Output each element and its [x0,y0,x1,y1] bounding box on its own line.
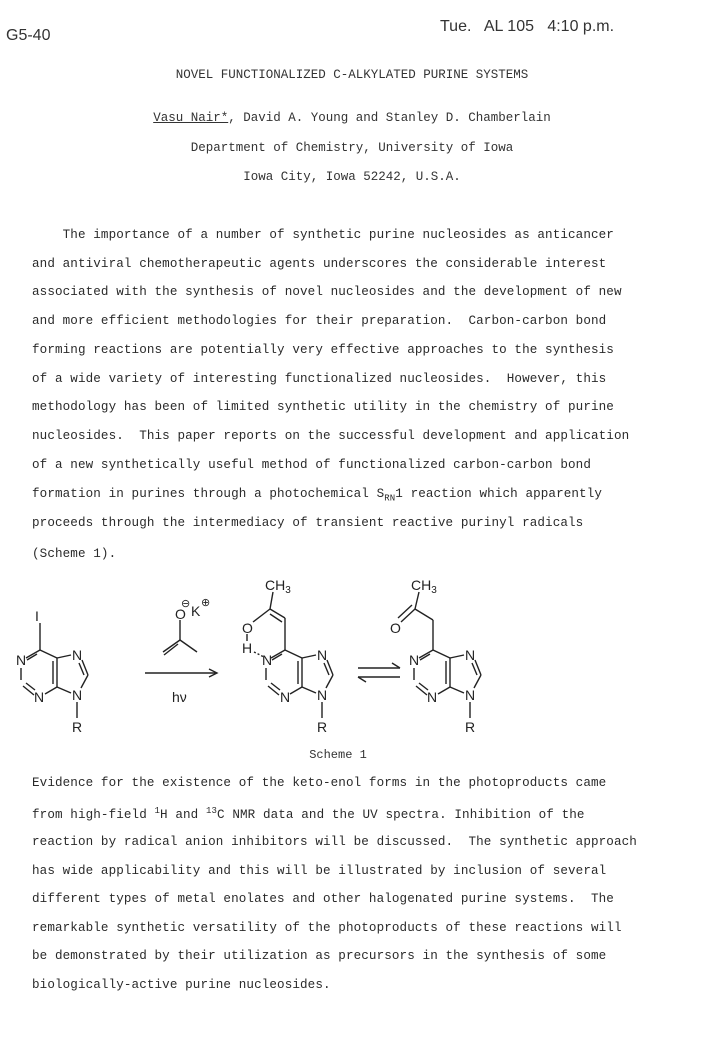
atom-h: H [242,640,253,656]
atom-o: O [175,606,186,622]
atom-k: K [191,603,201,619]
body-line: remarkable synthetic versatility of the photoproducts of these reactions will [32,920,622,935]
abstract-code: G5-40 [6,27,51,44]
atom-r: R [317,719,328,735]
atom-n: N [72,687,83,703]
body-line: (Scheme 1). [32,547,117,561]
body-line: has wide applicability and this will be illustrated by inclusion of several [32,863,607,878]
body-line: forming reactions are potentially very effective approaches to the synthesis [32,342,614,357]
charge-minus: ⊖ [181,598,191,610]
affiliation-city: Iowa City, Iowa 52242, U.S.A. [243,170,461,184]
session-info: Tue. AL 105 4:10 p.m. [440,18,615,35]
text: formation in purines through a photochemical S [32,487,385,501]
superscript: 13 [206,806,218,816]
atom-n: N [465,687,476,703]
body-line: be demonstrated by their utilization as precursors in the synthesis of some [32,949,607,964]
body-line: associated with the synthesis of novel nucleosides and the development of new [32,285,622,300]
atom-n: N [34,689,45,705]
iodo-label: I [35,608,39,624]
subscript: RN [384,493,396,504]
atom-n: N [409,652,420,668]
atom-n: N [72,647,83,663]
superscript: 1 [154,806,161,816]
atom-r: R [465,719,476,735]
body-line: proceeds through the intermediacy of transient reactive purinyl radicals [32,516,584,530]
body-line: of a new synthetically useful method of functionalized carbon-carbon bond [32,457,591,472]
body-line: reaction by radical anion inhibitors will be discussed. The synthetic approach [32,835,637,849]
atom-n: N [16,652,27,668]
text: C NMR data and the UV spectra. Inhibition of the [217,808,585,823]
atom-n: N [465,647,476,663]
atom-o: O [242,620,253,636]
paper-title: NOVEL FUNCTIONALIZED C-ALKYLATED PURINE SYSTEMS [175,68,529,82]
body-line: The importance of a number of synthetic purine nucleosides as anticancer [32,228,614,242]
atom-n: N [280,689,291,705]
atom-n: N [317,647,328,663]
methyl-label: $CH_3$ [411,577,437,596]
light-label: hν [172,689,187,705]
atom-n: N [317,687,328,703]
body-line: nucleosides. This paper reports on the successful development and application [32,428,630,443]
body-line: Evidence for the existence of the keto-enol forms in the photoproducts came [32,776,607,790]
body-line: of a wide variety of interesting functionalized nucleosides. However, this [32,371,607,386]
body-line: biologically-active purine nucleosides. [32,978,331,992]
body-line: and antiviral chemotherapeutic agents underscores the considerable interest [32,256,607,271]
scheme-caption: Scheme 1 [309,748,367,762]
atom-n: N [262,652,273,668]
presenting-author: Vasu Nair* [153,111,229,125]
coauthors: , David A. Young and Stanley D. Chamberlain [228,111,551,125]
affiliation-dept: Department of Chemistry, University of Iowa [190,141,514,155]
atom-r: R [72,719,83,735]
charge-plus: ⊕ [201,597,211,609]
body-line: methodology has been of limited synthetic utility in the chemistry of purine [32,400,614,415]
body-line: and more efficient methodologies for their preparation. Carbon-carbon bond [32,314,607,329]
text: H and [160,808,206,823]
methyl-label: $CH_3$ [265,577,291,596]
atom-n: N [427,689,438,705]
atom-o: O [390,620,401,636]
body-line: different types of metal enolates and other halogenated purine systems. The [32,892,614,907]
body-line [32,806,585,822]
text: 1 reaction which apparently [395,487,603,501]
text: from high-field [32,808,155,823]
